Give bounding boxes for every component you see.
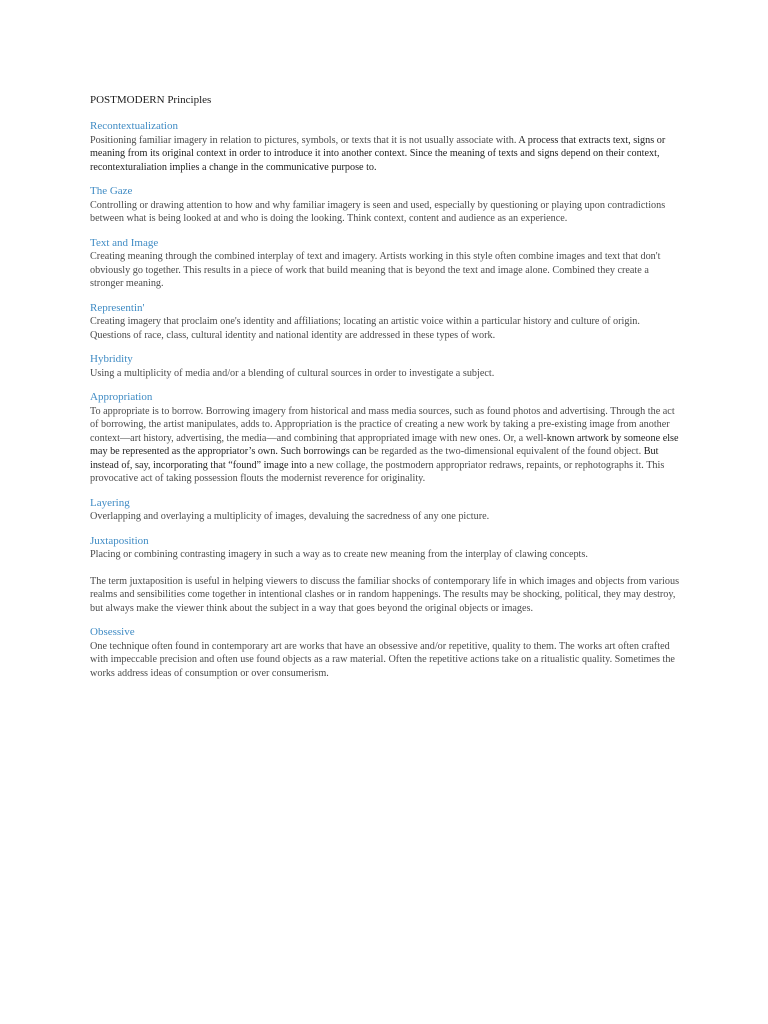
text-run: Positioning familiar imagery in relation to pictures, symbols, or texts that it is not usually associate with. — [90, 134, 519, 146]
section-heading: Juxtaposition — [90, 534, 149, 547]
text-run: Placing or combining contrasting imagery in such a way as to create new meaning from the interplay of clawing concepts. — [90, 549, 588, 560]
text-run: But instead of, say, incorporating that “found” image into a — [90, 446, 659, 471]
section-paragraph — [90, 640, 682, 681]
text-run: The term juxtaposition is useful in helping viewers to discuss the familiar shocks of contemporary life in which images and objects from various realms and sensibilities come together in intentional clashes or in random happenings. The results may be shocking, political, they may destroy, but always make the viewer think about the subject in a way that goes beyond the original objects or images. — [90, 575, 680, 614]
section-paragraph — [90, 250, 682, 291]
section-paragraph — [90, 548, 682, 562]
section — [90, 353, 682, 380]
section-list — [90, 120, 682, 680]
document-content — [90, 93, 682, 691]
section-heading: The Gaze — [90, 185, 133, 197]
text-run: Creating imagery that proclaim one's identity and affiliations; locating an artistic voice within a particular history and culture of origin. Questions of race, class, cultural identity and national identity are addressed in these types of work. — [90, 316, 640, 341]
section-heading: Representin' — [90, 301, 145, 314]
section — [90, 302, 682, 343]
section — [90, 626, 682, 680]
section-paragraph — [90, 367, 682, 381]
section — [90, 237, 682, 291]
section-heading: Obsessive — [90, 626, 135, 638]
section-paragraph — [90, 405, 682, 486]
section-heading: Hybridity — [90, 353, 133, 365]
section — [90, 535, 682, 616]
section — [90, 185, 682, 226]
section-heading: Recontextualization — [90, 120, 178, 132]
text-run: new collage, the postmodern appropriator redraws, repaints, or rephotographs it. This provocative act of taking possession flouts the modernist reverence for originality. — [90, 459, 665, 484]
section-heading: Appropriation — [90, 391, 153, 403]
section — [90, 391, 682, 486]
text-run: One technique often found in contemporary art are works that have an obsessive and/or repetitive, quality to them. The works art often crafted with impeccable precision and often use found objects as a raw material. Often the repetitive actions take on a ritualistic quality. Sometimes the works address ideas of consumption or over consumerism. — [90, 640, 675, 679]
section-paragraph — [90, 134, 682, 175]
section-paragraph — [90, 510, 682, 524]
text-run: To appropriate is to borrow. Borrowing imagery from historical and mass media sources, such as found photos and advertising. Through the act of borrowing, the artist manipulates, adds to. Appropriation is the practice of creating a new work by taking a pre-existing image from another context—art history, advertising, the media—and combining that appropriated image with new ones. Or, a well- — [90, 405, 675, 444]
text-run: A process that extracts text, signs or meaning from its original context in order to introduce it into another context. Since the meaning of texts and signs depend on their context, recontexturaliation implies a change in the communicative purpose to. — [90, 134, 666, 173]
text-run: be regarded as the two-dimensional equivalent of the found object. — [366, 446, 644, 457]
text-run: Using a multiplicity of media and/or a blending of cultural sources in order to investigate a subject. — [90, 367, 495, 379]
text-run: Controlling or drawing attention to how and why familiar imagery is seen and used, especially by questioning or playing upon contradictions between what is being looked at and who is doing the looking. Think context, content and audience as an experience. — [90, 199, 666, 224]
section-paragraph — [90, 315, 682, 342]
document-title: POSTMODERN Principles — [90, 94, 212, 106]
section-heading: Layering — [90, 496, 130, 509]
section — [90, 120, 682, 174]
text-run: Overlapping and overlaying a multiplicity of images, devaluing the sacredness of any one picture. — [90, 511, 490, 522]
section-paragraph — [90, 199, 682, 226]
section-heading: Text and Image — [90, 236, 159, 249]
text-run: known artwork by someone else may be represented as the appropriator’s own. Such borrowings can — [90, 432, 679, 457]
text-run: Creating meaning through the combined interplay of text and imagery. Artists working in this style often combine images and text that don't obviously go together. This results in a piece of work that build meaning that is beyond the text and image alone. Combined they create a stronger meaning. — [90, 251, 661, 289]
section-paragraph — [90, 575, 682, 616]
section — [90, 497, 682, 524]
